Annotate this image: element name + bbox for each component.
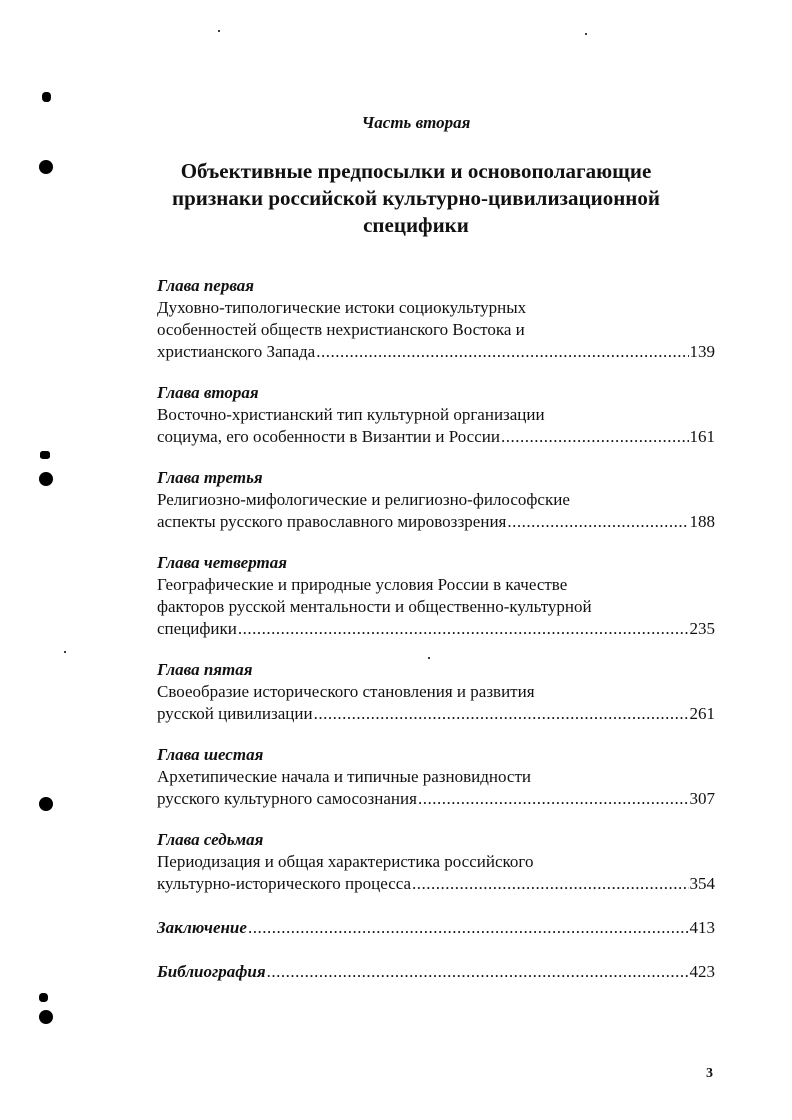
chapter-title-text: культурно-исторического процесса — [157, 874, 412, 893]
title-line: специфики — [363, 213, 469, 237]
chapter-title-text: социума, его особенности в Византии и России — [157, 427, 500, 446]
chapter-title-text: христианского Запада — [157, 342, 316, 361]
chapter-title-line — [157, 618, 715, 640]
page-number: 3 — [706, 1066, 713, 1081]
page-reference: 354 — [689, 874, 715, 893]
dot-leader — [267, 961, 689, 983]
chapter-title-line: Религиозно-мифологические и религиозно-философские — [157, 490, 570, 509]
scan-speck — [64, 651, 66, 653]
chapter-title-line: факторов русской ментальности и общественно-культурной — [157, 597, 592, 616]
chapter-title-line: Географические и природные условия России в качестве — [157, 575, 568, 594]
binding-hole-mark — [39, 1010, 53, 1024]
chapter-title-line: Восточно-христианский тип культурной организации — [157, 405, 545, 424]
page-reference: 161 — [689, 427, 715, 446]
toc-entry-bibliography — [157, 961, 715, 983]
dot-leader — [316, 341, 688, 363]
conclusion-line — [157, 917, 715, 939]
dot-leader — [418, 788, 689, 810]
title-line: Объективные предпосылки и основополагающие — [180, 159, 652, 183]
chapter-label: Глава пятая — [157, 660, 253, 679]
chapter-title-line: Своеобразие исторического становления и развития — [157, 682, 535, 701]
chapter-title-line — [157, 788, 715, 810]
page-reference: 413 — [689, 918, 715, 937]
page-title — [140, 158, 692, 239]
bibliography-label: Библиография — [157, 962, 266, 981]
binding-hole-mark — [39, 797, 53, 811]
page-reference: 139 — [689, 342, 715, 361]
binding-hole-mark — [39, 160, 53, 174]
chapter-label: Глава третья — [157, 468, 263, 487]
toc-entry-chapter-2 — [157, 383, 715, 448]
chapter-title-line — [157, 703, 715, 725]
scan-speck — [40, 451, 50, 459]
page-reference: 261 — [689, 704, 715, 723]
chapter-label: Глава четвертая — [157, 553, 287, 572]
dot-leader — [507, 511, 688, 533]
page-reference: 423 — [689, 962, 715, 981]
dot-leader — [314, 703, 689, 725]
chapter-title-line: особенностей обществ нехристианского Востока и — [157, 320, 525, 339]
chapter-title-text: русской цивилизации — [157, 704, 313, 723]
toc-entry-chapter-7 — [157, 830, 715, 895]
toc-entry-conclusion — [157, 917, 715, 939]
chapter-title-line — [157, 341, 715, 363]
page-reference: 188 — [689, 512, 715, 531]
table-of-contents — [157, 276, 715, 983]
chapter-title-line: Периодизация и общая характеристика российского — [157, 852, 534, 871]
dot-leader — [412, 873, 688, 895]
toc-entry-chapter-5 — [157, 660, 715, 725]
binding-hole-mark — [39, 472, 53, 486]
dot-leader — [501, 426, 689, 448]
scan-speck — [39, 993, 48, 1002]
chapter-title-line — [157, 426, 715, 448]
scan-speck — [218, 30, 220, 32]
chapter-title-text: аспекты русского православного мировоззрения — [157, 512, 507, 531]
page-reference: 235 — [689, 619, 715, 638]
toc-entry-chapter-1 — [157, 276, 715, 363]
toc-entry-chapter-6 — [157, 745, 715, 810]
chapter-title-text: русского культурного самосознания — [157, 789, 417, 808]
toc-entry-chapter-4 — [157, 553, 715, 640]
chapter-label: Глава первая — [157, 276, 255, 295]
bibliography-line — [157, 961, 715, 983]
toc-entry-chapter-3 — [157, 468, 715, 533]
chapter-title-line — [157, 873, 715, 895]
chapter-title-line — [157, 511, 715, 533]
conclusion-label: Заключение — [157, 918, 247, 937]
chapter-title-line: Духовно-типологические истоки социокультурных — [157, 298, 527, 317]
chapter-title-line: Архетипические начала и типичные разновидности — [157, 767, 531, 786]
dot-leader — [238, 618, 689, 640]
chapter-label: Глава седьмая — [157, 830, 264, 849]
chapter-title-text: специфики — [157, 619, 237, 638]
chapter-label: Глава вторая — [157, 383, 259, 402]
dot-leader — [248, 917, 689, 939]
title-line: признаки российской культурно-цивилизационной — [171, 186, 660, 210]
page-reference: 307 — [689, 789, 715, 808]
scan-speck — [585, 33, 587, 35]
scan-speck — [42, 92, 51, 102]
part-label: Часть вторая — [361, 113, 471, 132]
chapter-label: Глава шестая — [157, 745, 264, 764]
